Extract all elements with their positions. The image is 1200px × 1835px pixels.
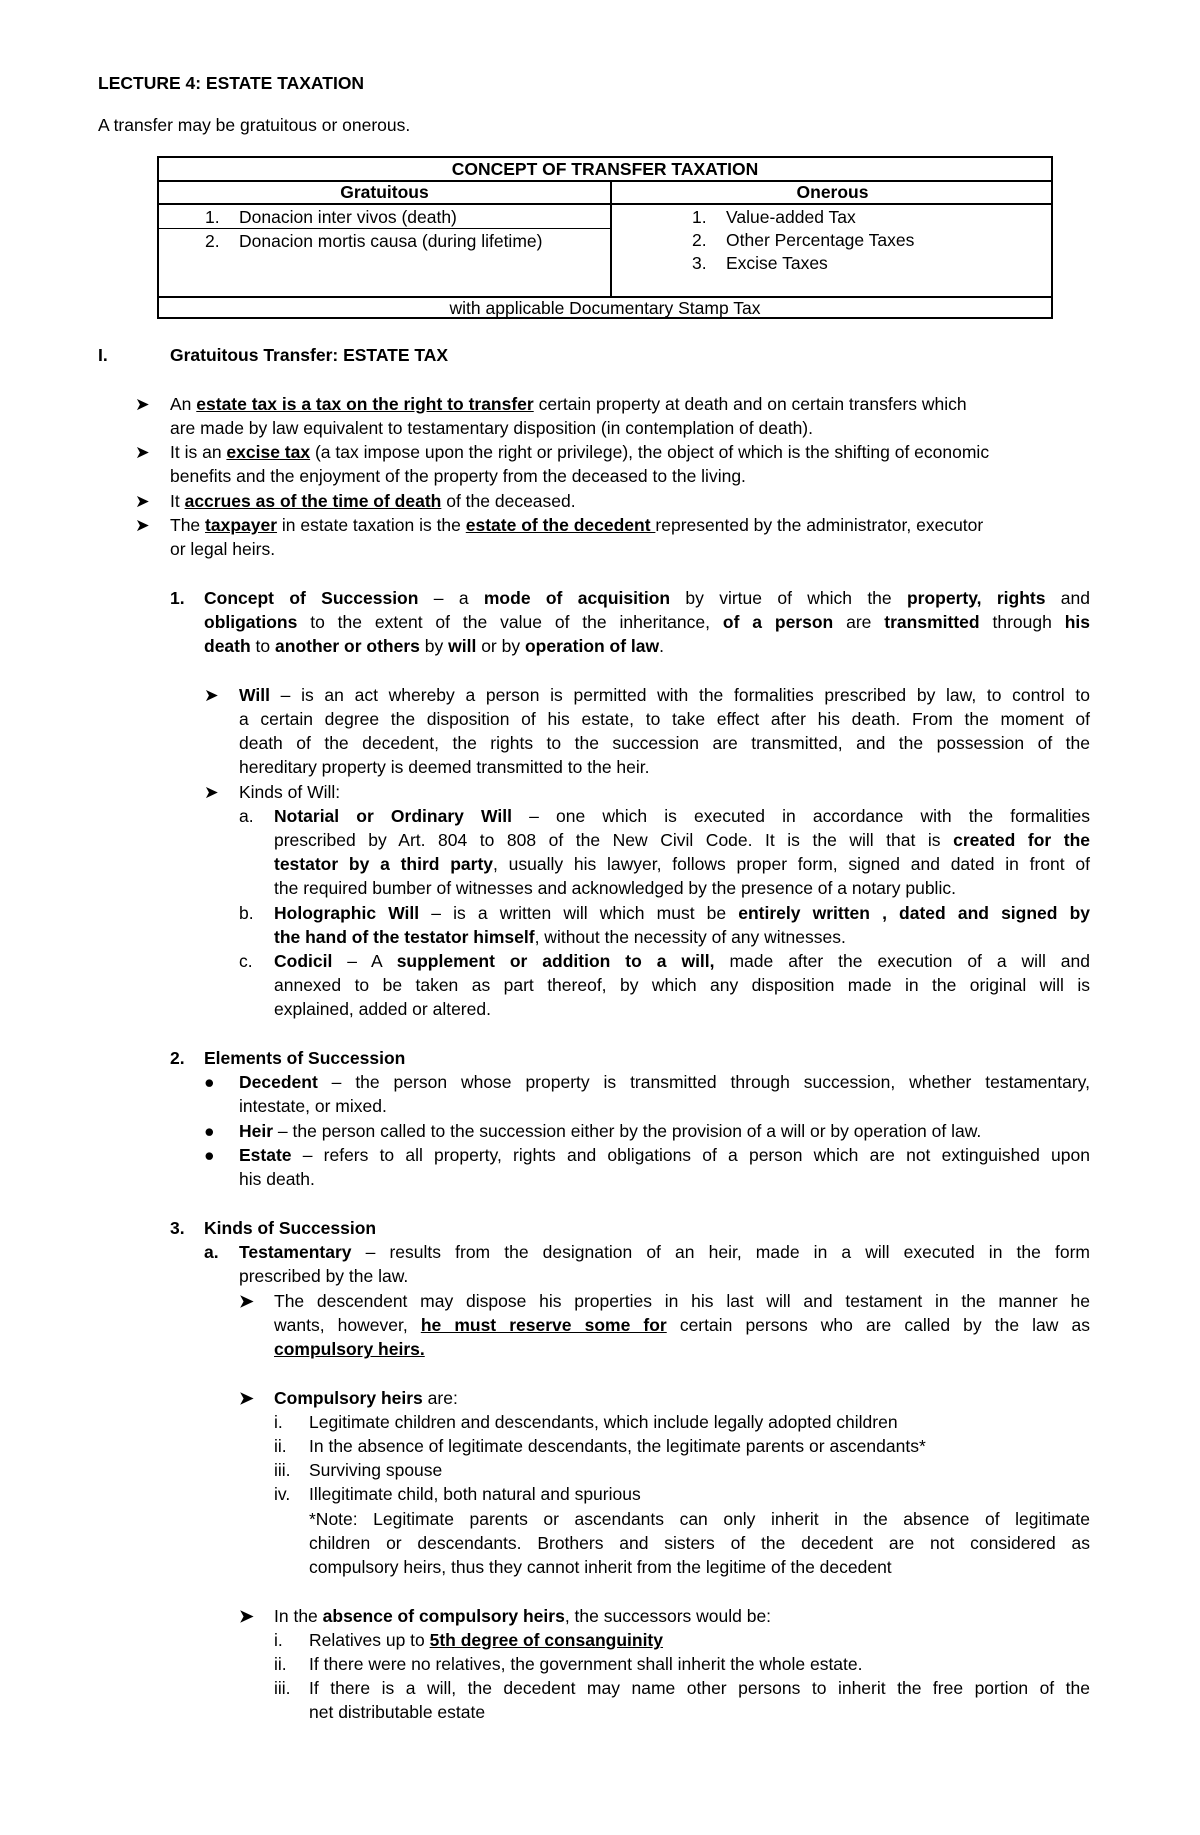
bullet-taxpayer-line2: or legal heirs.	[170, 539, 276, 559]
text: or by	[476, 636, 525, 656]
codicil-line2: annexed to be taken as part thereof, by which any disposition made in the original will is	[274, 975, 1090, 995]
decedent-line1	[239, 1070, 1090, 1094]
concept-line2	[204, 610, 1090, 634]
estate-line1	[239, 1143, 1090, 1167]
right-item-2-num: 2.	[692, 230, 707, 250]
term: another or others	[275, 636, 420, 656]
table-footer: with applicable Documentary Stamp Tax	[449, 298, 761, 318]
arrow-bullet-icon: ➤	[239, 1388, 254, 1408]
absence-item-ii-label: ii.	[274, 1654, 287, 1674]
text: certain property at death and on certain transfers which	[533, 394, 967, 414]
term: mode of acquisition	[483, 588, 671, 608]
transfer-taxation-table	[157, 156, 1053, 319]
emphasis: excise tax	[226, 442, 311, 462]
heir-item-iv-label: iv.	[274, 1484, 291, 1504]
text: An	[170, 394, 197, 414]
bullet-accrues	[170, 489, 576, 513]
text: – is an act whereby a person is permitted with the formalities prescribed by law, to control to	[269, 685, 1090, 705]
text: – A	[332, 951, 397, 971]
term: Will	[239, 685, 270, 705]
holographic-line1	[274, 901, 1090, 925]
heir-item-i: Legitimate children and descendants, which include legally adopted children	[309, 1412, 898, 1432]
text: – refers to all property, rights and obligations of a person which are not extinguished upon	[291, 1145, 1090, 1165]
term: supplement or addition to a will,	[396, 951, 715, 971]
text: It is an	[170, 442, 227, 462]
will-line1	[239, 683, 1090, 707]
table-title: CONCEPT OF TRANSFER TAXATION	[159, 158, 1051, 182]
item-2-number: 2.	[170, 1048, 185, 1068]
notarial-line1	[274, 804, 1090, 828]
text: – the person whose property is transmitted through succession, whether testamentary,	[317, 1072, 1090, 1092]
bullet-estate-tax-line2: are made by law equivalent to testamentary disposition (in contemplation of death).	[170, 418, 813, 438]
heir-item-iii: Surviving spouse	[309, 1460, 443, 1480]
text: – one which is executed in accordance with the formalities	[511, 806, 1090, 826]
text: It	[170, 491, 185, 511]
term: operation of law	[524, 636, 660, 656]
term: absence of compulsory heirs	[322, 1606, 565, 1626]
right-item-2: Other Percentage Taxes	[726, 230, 915, 250]
term: Notarial or Ordinary Will	[274, 806, 512, 826]
emphasis: 5th degree of consanguinity	[429, 1630, 663, 1650]
section-1-number: I.	[98, 345, 108, 365]
emphasis: estate of the decedent	[465, 515, 656, 535]
term: property, rights	[906, 588, 1046, 608]
dispose-line2	[274, 1313, 1090, 1337]
text: by virtue of which the	[670, 588, 907, 608]
left-item-2: Donacion mortis causa (during lifetime)	[239, 231, 543, 251]
arrow-bullet-icon: ➤	[135, 442, 150, 462]
codicil-line1	[274, 949, 1090, 973]
compulsory-heirs-heading	[274, 1386, 458, 1410]
bullet-excise-tax-line2: benefits and the enjoyment of the property from the deceased to the living.	[170, 466, 746, 486]
text: are	[833, 612, 885, 632]
text: by	[419, 636, 449, 656]
col-gratuitous: Gratuitous	[340, 182, 429, 202]
term: Holographic Will	[274, 903, 420, 923]
text: In the	[274, 1606, 323, 1626]
heir-line	[239, 1119, 981, 1143]
kind-a-label: a.	[204, 1242, 219, 1262]
term: the hand of the testator himself	[274, 927, 535, 947]
kind-c-label: c.	[239, 951, 253, 971]
right-item-1: Value-added Tax	[726, 207, 856, 227]
note-line1: *Note: Legitimate parents or ascendants can only inherit in the absence of legitimate	[309, 1509, 1090, 1529]
term: Concept of Succession	[204, 588, 419, 608]
text: Relatives up to	[309, 1630, 430, 1650]
term: death	[204, 636, 251, 656]
term: transmitted	[884, 612, 980, 632]
dispose-line1: The descendent may dispose his properties in his last will and testament in the manner he	[274, 1291, 1090, 1311]
term: Codicil	[274, 951, 333, 971]
heir-item-i-label: i.	[274, 1412, 283, 1432]
will-line3: death of the decedent, the rights to the succession are transmitted, and the possession of the	[239, 733, 1090, 753]
text: , usually his lawyer, follows proper form, signed and dated in front of	[493, 854, 1090, 874]
term: Compulsory heirs	[274, 1388, 423, 1408]
text: and	[1045, 588, 1090, 608]
text: are:	[422, 1388, 458, 1408]
absence-item-i-label: i.	[274, 1630, 283, 1650]
term: Testamentary	[239, 1242, 352, 1262]
text: represented by the administrator, executor	[655, 515, 984, 535]
bullet-dot-icon: ●	[204, 1121, 215, 1141]
notarial-line4: the required bumber of witnesses and acknowledged by the presence of a notary public.	[274, 878, 956, 898]
arrow-bullet-icon: ➤	[135, 515, 150, 535]
codicil-line3: explained, added or altered.	[274, 999, 491, 1019]
text: prescribed by Art. 804 to 808 of the New Civil Code. It is the will that is	[274, 830, 954, 850]
arrow-bullet-icon: ➤	[135, 394, 150, 414]
section-1-title: Gratuitous Transfer: ESTATE TAX	[170, 345, 449, 365]
arrow-bullet-icon: ➤	[204, 685, 219, 705]
text: through	[979, 612, 1065, 632]
bullet-taxpayer	[170, 513, 1090, 537]
term: Decedent	[239, 1072, 318, 1092]
column-divider	[610, 205, 612, 296]
table-header-row	[159, 182, 1051, 205]
text: The	[170, 515, 206, 535]
intro-text: A transfer may be gratuitous or onerous.	[98, 115, 411, 135]
concept-line1	[204, 586, 1090, 610]
heir-item-ii: In the absence of legitimate descendants, the legitimate parents or ascendants*	[309, 1436, 926, 1456]
item-3-number: 3.	[170, 1218, 185, 1238]
emphasis: accrues as of the time of death	[184, 491, 442, 511]
dispose-line3: compulsory heirs.	[274, 1339, 425, 1359]
testamentary-line1	[239, 1240, 1090, 1264]
notarial-line3	[274, 852, 1090, 876]
note-line2: children or descendants. Brothers and sisters of the decedent are not considered as	[309, 1533, 1090, 1553]
left-item-1-num: 1.	[205, 207, 220, 227]
kind-a-label: a.	[239, 806, 254, 826]
testamentary-line2: prescribed by the law.	[239, 1266, 409, 1286]
right-item-3-num: 3.	[692, 253, 707, 273]
decedent-line2: intestate, or mixed.	[239, 1096, 387, 1116]
term: created for the	[953, 830, 1091, 850]
concept-line3	[204, 634, 664, 658]
right-item-3: Excise Taxes	[726, 253, 828, 273]
right-item-1-num: 1.	[692, 207, 707, 227]
absence-item-iii-label: iii.	[274, 1678, 291, 1698]
term: testator by a third party	[274, 854, 494, 874]
term: Heir	[239, 1121, 274, 1141]
text: made after the execution of a will and	[714, 951, 1090, 971]
arrow-bullet-icon: ➤	[239, 1291, 254, 1311]
text: of the deceased.	[441, 491, 576, 511]
text: to	[250, 636, 276, 656]
col-onerous: Onerous	[796, 182, 869, 202]
text: , the successors would be:	[564, 1606, 772, 1626]
text: (a tax impose upon the right or privilege), the object of which is the shifting of economic	[310, 442, 990, 462]
term: his	[1064, 612, 1091, 632]
text: – is a written will which must be	[419, 903, 739, 923]
text: certain persons who are called by the law as	[666, 1315, 1090, 1335]
text: wants, however,	[274, 1315, 421, 1335]
kinds-succession-title: Kinds of Succession	[204, 1218, 377, 1238]
bullet-dot-icon: ●	[204, 1072, 215, 1092]
text: in estate taxation is the	[277, 515, 466, 535]
emphasis: estate tax is a tax on the right to transfer	[196, 394, 534, 414]
will-line2: a certain degree the disposition of his estate, to take effect after his death. From the moment of	[239, 709, 1090, 729]
heir-item-iv: Illegitimate child, both natural and spurious	[309, 1484, 641, 1504]
left-item-1: Donacion inter vivos (death)	[239, 207, 457, 227]
will-line4: hereditary property is deemed transmitted to the heir.	[239, 757, 650, 777]
term: will	[448, 636, 477, 656]
emphasis: he must reserve some for	[420, 1315, 667, 1335]
emphasis: taxpayer	[205, 515, 278, 535]
kind-b-label: b.	[239, 903, 254, 923]
text: – the person called to the succession either by the provision of a will or by operation of law.	[273, 1121, 982, 1141]
bullet-dot-icon: ●	[204, 1145, 215, 1165]
absence-heading	[274, 1604, 771, 1628]
absence-item-iii-line2: net distributable estate	[309, 1702, 486, 1722]
absence-item-i	[309, 1628, 663, 1652]
text: .	[659, 636, 665, 656]
item-1-number: 1.	[170, 588, 185, 608]
heir-item-ii-label: ii.	[274, 1436, 287, 1456]
heir-item-iii-label: iii.	[274, 1460, 291, 1480]
holographic-line2	[274, 925, 846, 949]
text: , without the necessity of any witnesses.	[534, 927, 846, 947]
elements-title: Elements of Succession	[204, 1048, 406, 1068]
header-divider	[610, 182, 612, 203]
text: – a	[418, 588, 484, 608]
estate-line2: his death.	[239, 1169, 315, 1189]
document-title: LECTURE 4: ESTATE TAXATION	[98, 73, 365, 93]
arrow-bullet-icon: ➤	[239, 1606, 254, 1626]
bullet-estate-tax	[170, 392, 1090, 416]
arrow-bullet-icon: ➤	[204, 782, 219, 802]
term: entirely written , dated and signed by	[738, 903, 1090, 923]
notarial-line2	[274, 828, 1090, 852]
kinds-of-will: Kinds of Will:	[239, 782, 341, 802]
term: obligations	[204, 612, 298, 632]
term: of a person	[722, 612, 834, 632]
bullet-excise-tax	[170, 440, 1090, 464]
text: to the extent of the value of the inheritance,	[297, 612, 723, 632]
absence-item-ii: If there were no relatives, the government shall inherit the whole estate.	[309, 1654, 863, 1674]
term: Estate	[239, 1145, 292, 1165]
text: – results from the designation of an heir, made in a will executed in the form	[351, 1242, 1090, 1262]
note-line3: compulsory heirs, thus they cannot inherit from the legitime of the decedent	[309, 1557, 892, 1577]
left-item-2-num: 2.	[205, 231, 220, 251]
absence-item-iii-line1: If there is a will, the decedent may name other persons to inherit the free portion of the	[309, 1678, 1090, 1698]
arrow-bullet-icon: ➤	[135, 491, 150, 511]
